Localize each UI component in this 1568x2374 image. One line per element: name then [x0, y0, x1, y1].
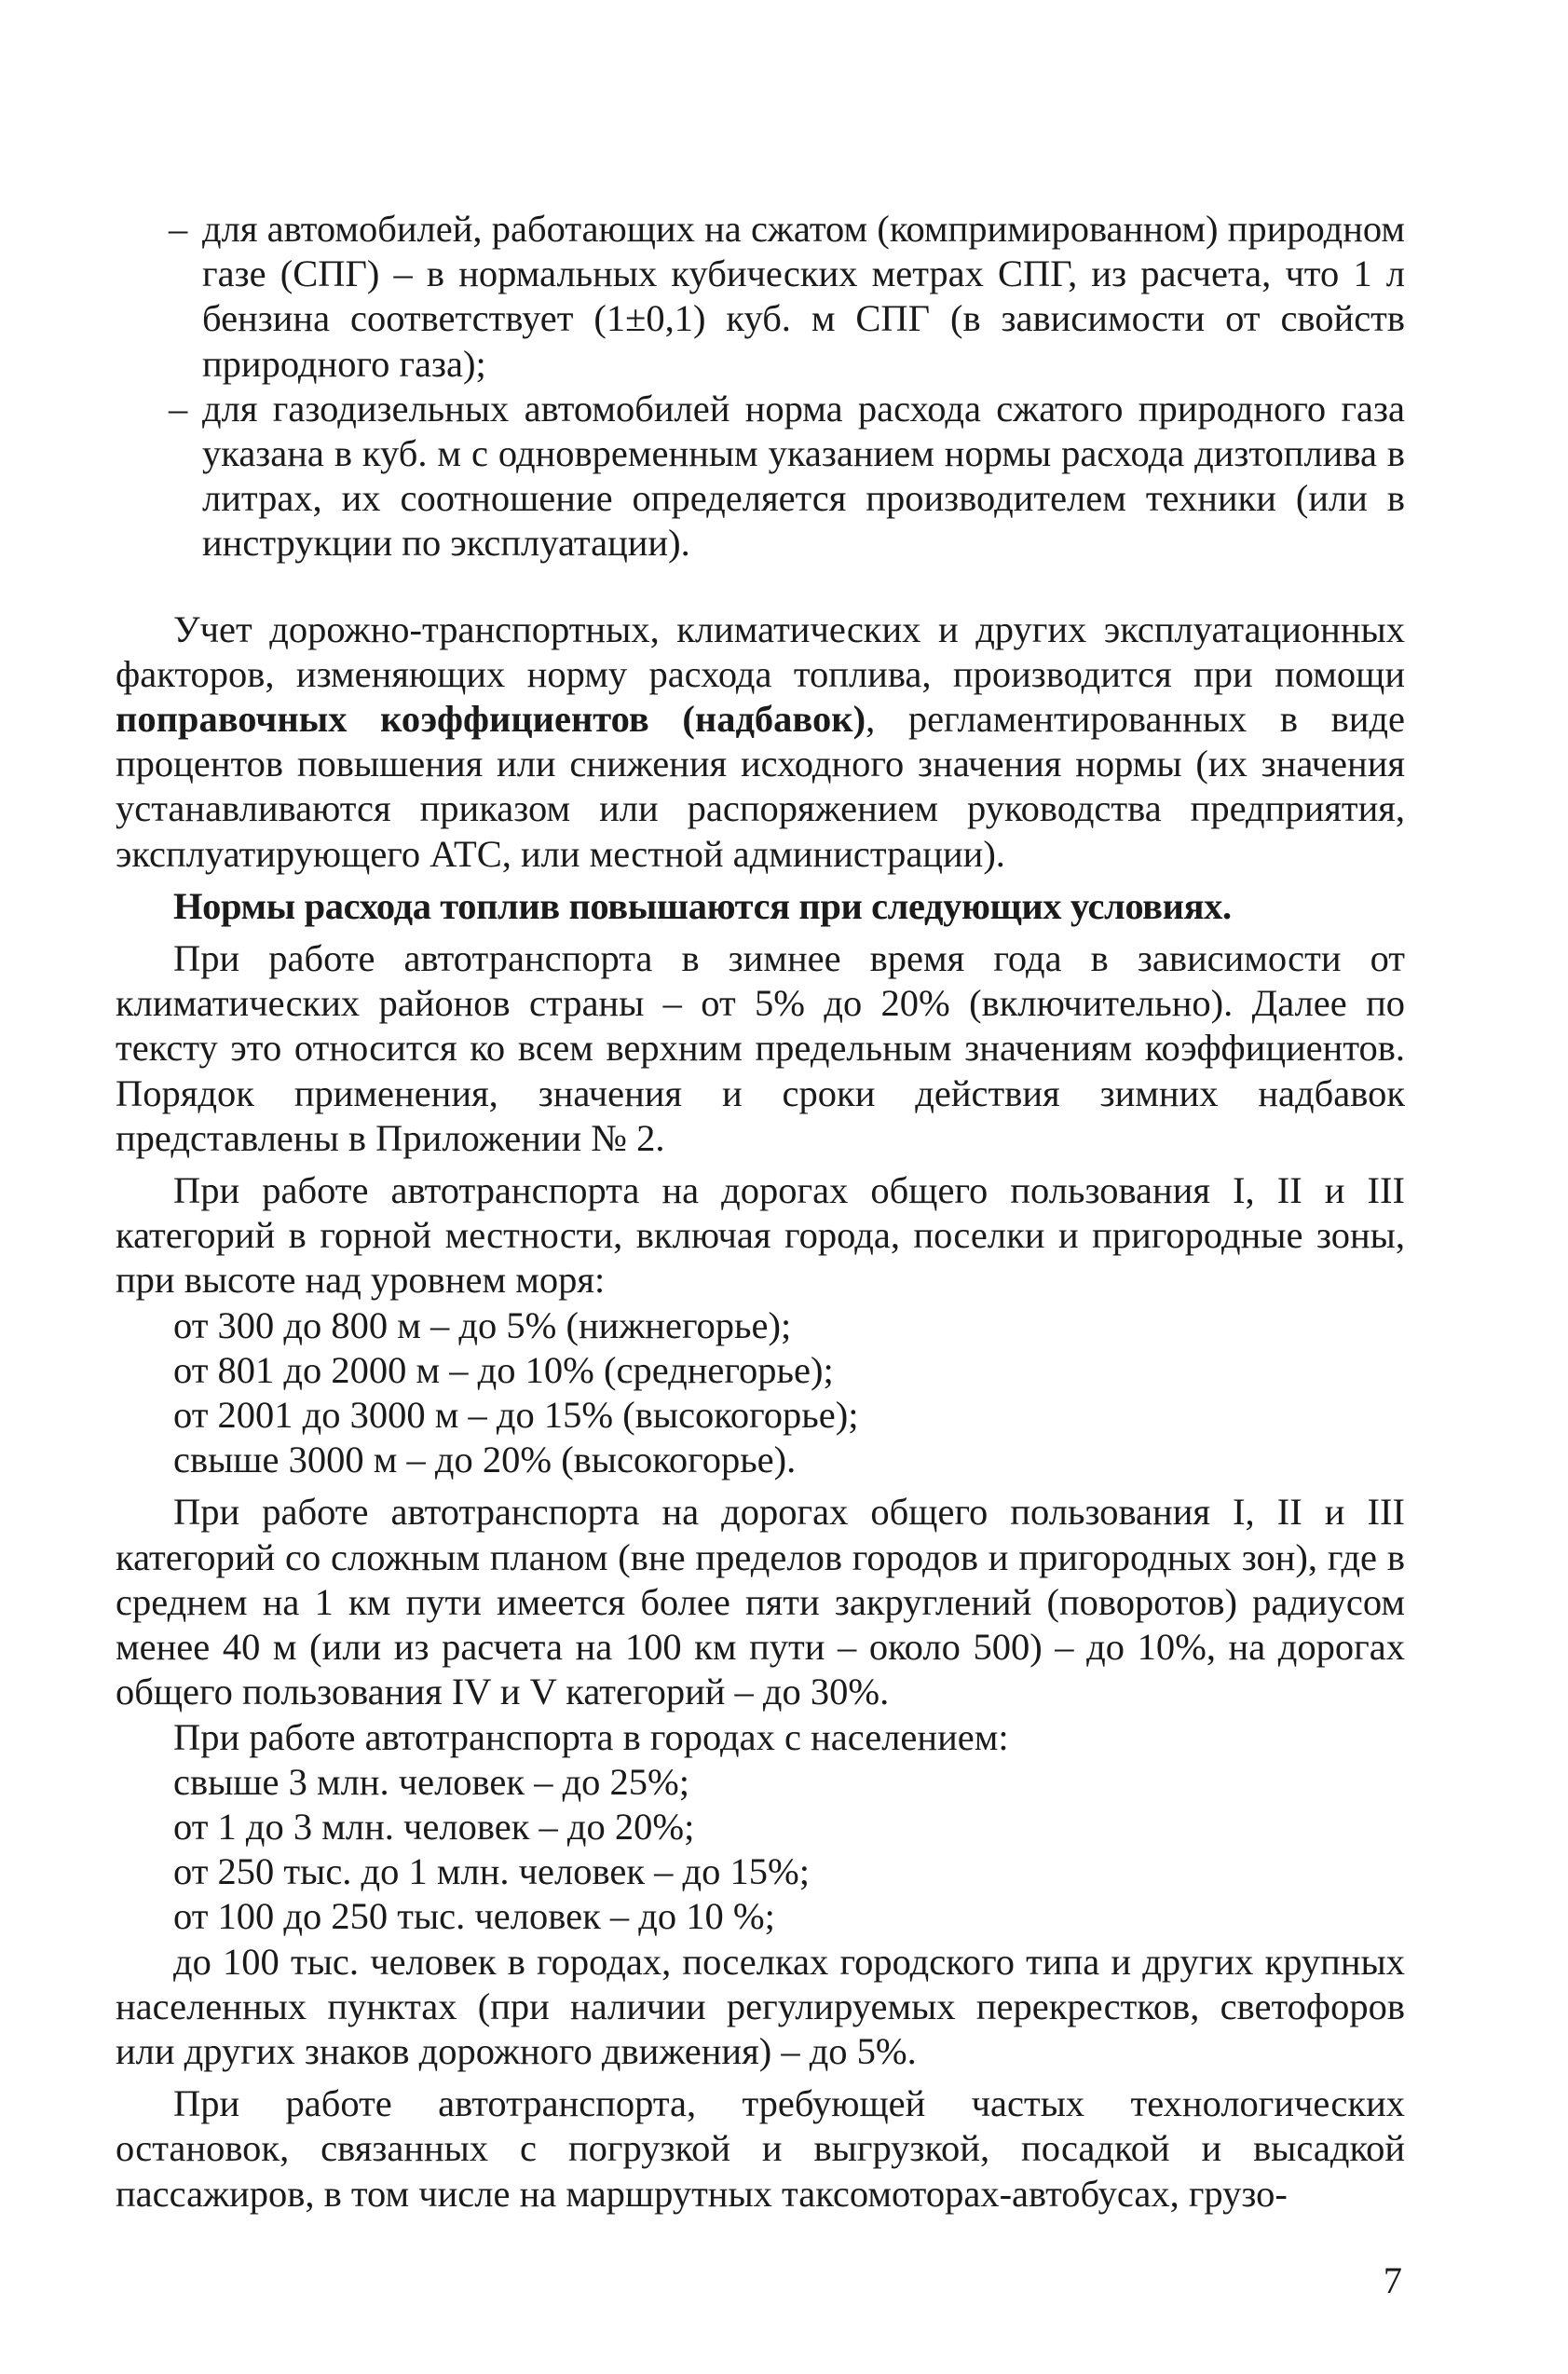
city-line: от 250 тыс. до 1 млн. человек – до 15%; [173, 1850, 810, 1893]
paragraph-cities: При работе автотранспорта в городах с населением: [173, 1715, 1009, 1758]
paragraph-winter: При работе автотранспорта в зимнее время года в зависимости от климатических районов страны – от 5% до 20% (включительно). Далее по тексту это относится ко всем верхним предельным значениям коэффициентов. Порядок применения, значения и сроки действия зимних надбавок представлены в Приложении № 2. [116, 937, 1405, 1159]
city-line: от 1 до 3 млн. человек – до 20%; [173, 1805, 695, 1848]
dash-marker: – [169, 208, 188, 250]
bold-term: поправочных коэффициентов (надбавок) [116, 698, 866, 741]
section-heading: Нормы расхода топлив повышаются при следующих условиях. [173, 884, 1232, 927]
dash-marker: – [169, 387, 188, 430]
list-item-cng [116, 207, 1405, 387]
paragraph-correction-factors [116, 607, 1405, 877]
paragraph-complex-roads: При работе автотранспорта на дорогах общего пользования I, II и III категорий со сложным планом (вне пределов городов и пригородных зон), где в среднем на 1 км пути имеется более пяти закруглений (поворотов) радиусом менее 40 м (или из расчета на 100 км пути – около 500) – до 10%, на дорогах общего пользования IV и V категорий – до 30%. [116, 1491, 1405, 1713]
list-item-gas-diesel [116, 387, 1405, 566]
page-number: 7 [1383, 2259, 1402, 2301]
paragraph-mountain: При работе автотранспорта на дорогах общего пользования I, II и III категорий в горной местности, включая города, поселки и пригородные зоны, при высоте над уровнем моря: [116, 1169, 1405, 1302]
list-item-text: для автомобилей, работающих на сжатом (компримированном) природном газе (СПГ) – в нормальных кубических метрах СПГ, из расчета, что 1 л бензина соответствует (1±0,1) куб. м СПГ (в зависимости от свойств природного газа); [202, 208, 1405, 385]
page-body [116, 207, 1405, 2217]
list-item-text: для газодизельных автомобилей норма расхода сжатого природного газа указана в куб. м с одновременным указанием нормы расхода дизтоплива в литрах, их соотношение определяется производителем техники (или в инструкции по эксплуатации). [202, 387, 1405, 565]
mountain-line: свыше 3000 м – до 20% (высокогорье). [173, 1439, 797, 1481]
paragraph-text: , регламентированных в виде процентов повышения или снижения исходного значения нормы (их значения устанавливаются приказом или распоряжением руководства предприятия, эксплуатирующего АТС, или местной администрации). [116, 698, 1405, 875]
mountain-line: от 2001 до 3000 м – до 15% (высокогорье); [173, 1394, 859, 1437]
city-line: от 100 до 250 тыс. человек – до 10 %; [173, 1895, 775, 1938]
paragraph-small-towns: до 100 тыс. человек в городах, поселках городского типа и других крупных населенных пунктах (при наличии регулируемых перекрестков, светофоров или других знаков дорожного движения) – до 5%. [116, 1940, 1405, 2072]
mountain-line: от 801 до 2000 м – до 10% (среднегорье); [173, 1348, 834, 1391]
mountain-line: от 300 до 800 м – до 5% (нижнегорье); [173, 1303, 792, 1346]
city-line: свыше 3 млн. человек – до 25%; [173, 1760, 690, 1803]
paragraph-frequent-stops: При работе автотранспорта, требующей частых технологических остановок, связанных с погрузкой и выгрузкой, посадкой и высадкой пассажиров, в том числе на маршрутных таксомоторах-автобусах, грузо- [116, 2082, 1405, 2215]
paragraph-text: Учет дорожно-транспортных, климатических и других эксплуатационных факторов, изменяющих норму расхода топлива, производится при помощи [116, 607, 1405, 695]
